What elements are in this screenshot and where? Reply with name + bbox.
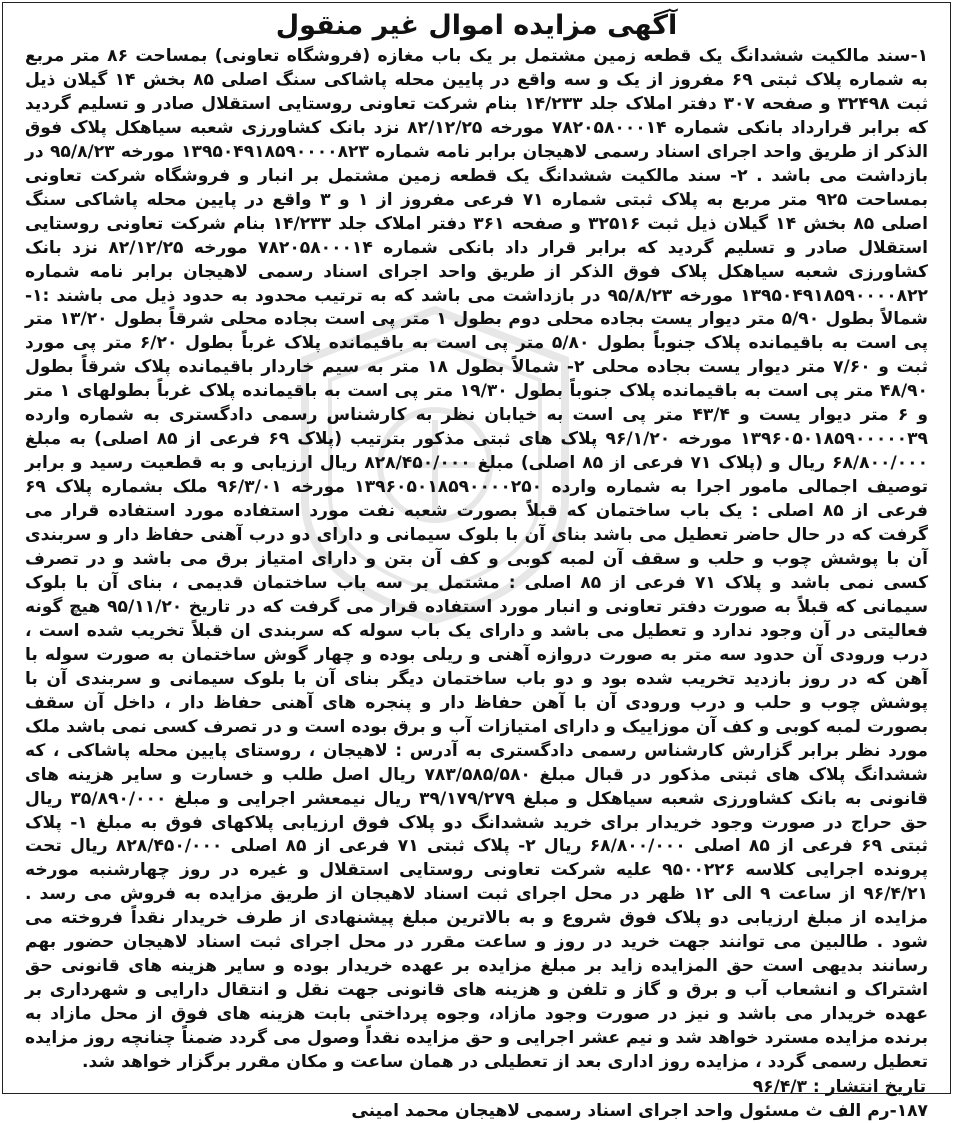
notice-frame bbox=[2, 2, 951, 1121]
notice-title: آگهی مزایده اموال غیر منقول bbox=[275, 10, 678, 41]
notice-body: ۱-سند مالکیت ششدانگ یک قطعه زمین مشتمل بر یک باب مغازه (فروشگاه تعاونی) بمساحت ۸۶ متر مربع به شماره پلاک ثبتی ۶۹ مفروز از یک و سه واقع در پایین محله پاشاکی سنگ اصلی ۸۵ بخش ۱۴ گیلان ذیل ثبت ۳۲۴۹۸ و صفحه ۳۰۷ دفتر املاک جلد ۱۴/۲۳۳ بنام شرکت تعاونی روستایی استقلال صادر و تسلیم گردید که برابر قرارداد بانکی شماره ۷۸۲۰۵۸۰۰۰۱۴ مورخه ۸۲/۱۲/۲۵ نزد بانک کشاورزی شعبه سیاهکل پلاک فوق الذکر از طریق واحد اجرای اسناد رسمی لاهیجان برابر نامه شماره ۱۳۹۵۰۴۹۱۸۵۹۰۰۰۰۸۲۳ مورخه ۹۵/۸/۲۳ در بازداشت می باشد . ۲- سند مالکیت ششدانگ یک قطعه زمین مشتمل بر انبار و فروشگاه شرکت تعاونی بمساحت ۹۲۵ متر مربع به پلاک ثبتی شماره ۷۱ فرعی مفروز از ۱ و ۳ واقع در پایین محله پاشاکی سنگ اصلی ۸۵ بخش ۱۴ گیلان ذیل ثبت ۳۲۵۱۶ و صفحه ۳۶۱ دفتر املاک جلد ۱۴/۲۳۳ بنام شرکت تعاونی روستایی استقلال صادر و تسلیم گردید که برابر قرار داد بانکی شماره ۷۸۲۰۵۸۰۰۰۱۴ مورخه ۸۲/۱۲/۲۵ نزد بانک کشاورزی شعبه سیاهکل پلاک فوق الذکر از طریق واحد اجرای اسناد رسمی لاهیجان برابر نامه شماره ۱۳۹۵۰۴۹۱۸۵۹۰۰۰۰۸۲۲ مورخه ۹۵/۸/۲۳ در بازداشت می باشد که به ترتیب محدود به حدود ذیل می باشند :۱- شمالاً بطول ۵/۹۰ متر دیوار یست بجاده محلی دوم بطول ۱ متر پی است بجاده محلی شرقاً بطول ۱۳/۲۰ متر پی است به باقیمانده پلاک جنوباً بطول ۵/۸۰ متر پی است به باقیمانده پلاک غرباً بطول ۶/۲۰ متر پی مورد ثبت و ۷/۶۰ متر دیوار یست بجاده محلی ۲- شمالاً بطول ۱۸ متر به سیم خاردار باقیمانده پلاک شرقاً بطول ۴۸/۹۰ متر پی است به باقیمانده پلاک جنوباً بطول ۱۹/۳۰ متر پی است به باقیمانده پلاک غرباً بطولهای ۱ متر و ۶ متر دیوار یست و ۴۳/۴ متر پی است به خیابان نظر به کارشناس رسمی دادگستری به شماره وارده ۱۳۹۶۰۵۰۱۸۵۹۰۰۰۰۰۳۹ مورخه ۹۶/۱/۲۰ پلاک های ثبتی مذکور بترتیب (پلاک ۶۹ فرعی از ۸۵ اصلی) به مبلغ ۶۸/۸۰۰/۰۰۰ ریال و (پلاک ۷۱ فرعی از ۸۵ اصلی) مبلغ ۸۲۸/۴۵۰/۰۰۰ ریال ارزیابی و به قطعیت رسید و برابر توصیف اجمالی مامور اجرا به شماره وارده ۱۳۹۶۰۵۰۱۸۵۹۰۰۰۰۲۵۰ مورخه ۹۶/۳/۰۱ ملک بشماره پلاک ۶۹ فرعی از ۸۵ اصلی : یک باب ساختمان که قبلاً بصورت شعبه نفت مورد استفاده مورد استفاده قرار می گرفت که در حال حاضر تعطیل می باشد بنای آن با بلوک سیمانی و دارای دو درب آهنی حفاظ دار و سربندی آن با پوشش چوب و حلب و سقف آن لمبه کوبی و کف آن بتن و دارای امتیاز برق می باشد و در تصرف کسی نمی باشد و پلاک ۷۱ فرعی از ۸۵ اصلی : مشتمل بر سه باب ساختمان قدیمی ، بنای آن با بلوک سیمانی که قبلاً به صورت دفتر تعاونی و انبار مورد استفاده قرار می گرفت که در تاریخ ۹۵/۱۱/۲۰ هیچ گونه فعالیتی در آن وجود ندارد و تعطیل می باشد و دارای یک باب سوله که سربندی ان قبلاً تخریب شده است ، درب ورودی آن حدود سه متر به صورت دروازه آهنی و ریلی بوده و چهار گوش ساختمان به صورت سوله با آهن که در روز بازدید تخریب شده بود و دو باب ساختمان دیگر بنای آن با بلوک سیمانی و سربندی آن با پوشش چوب و حلب و درب ورودی آن با آهن حفاظ دار و پنجره های آهنی حفاظ دار ، داخل آن سقف بصورت لمبه کوبی و کف آن موزاییک و دارای امتیازات آب و برق بوده است و در تصرف کسی نمی باشد ملک مورد نظر برابر گزارش کارشناس رسمی دادگستری به آدرس : لاهیجان ، روستای پایین محله پاشاکی ، که ششدانگ پلاک های ثبتی مذکور در قبال مبلغ ۷۸۳/۵۸۵/۵۸۰ ریال اصل طلب و خسارت و سایر هزینه های قانونی به بانک کشاورزی شعبه سیاهکل و مبلغ ۳۹/۱۷۹/۲۷۹ ریال نیمعشر اجرایی و مبلغ ۳۵/۸۹۰/۰۰۰ ریال حق حراج در صورت وجود خریدار برای خرید ششدانگ دو پلاک فوق ارزیابی پلاکهای فوق به مبلغ ۱- پلاک ثبتی ۶۹ فرعی از ۸۵ اصلی ۶۸/۸۰۰/۰۰۰ ریال ۲- پلاک ثبتی ۷۱ فرعی از ۸۵ اصلی ۸۲۸/۴۵۰/۰۰۰ ریال تحت پرونده اجرایی کلاسه ۹۵۰۰۲۲۶ علیه شرکت تعاونی روستایی استقلال و غیره در روز چهارشنبه مورخه ۹۶/۴/۲۱ از ساعت ۹ الی ۱۲ ظهر در محل اجرای ثبت اسناد لاهیجان از طریق مزایده به فروش می رسد . مزایده از مبلغ ارزیابی دو پلاک فوق شروع و به بالاترین مبلغ پیشنهادی از طرف خریدار نقداً فروخته می شود . طالبین می توانند جهت خرید در روز و ساعت مقرر در محل اجرای ثبت اسناد لاهیجان حضور بهم رسانند بدیهی است حق المزایده زاید بر مبلغ مزایده بر عهده خریدار بوده و سایر هزینه های قانونی حق اشتراک و انشعاب آب و برق و گاز و تلفن و هزینه های قانونی جهت نقل و انتقال دارایی و شهرداری بر عهده خریدار می باشد و نیز در صورت وجود مازاد، وجوه پرداختی بابت هزینه های فوق از محل مازاد به برنده مزایده مسترد خواهد شد و نیم عشر اجرایی و حق مزایده نقداً وصول می گردد ضمناً چنانچه روز مزایده تعطیل رسمی گردد ، مزایده روز اداری بعد از تعطیلی در همان ساعت و مکان مقرر برگزار خواهد شد. bbox=[25, 46, 929, 1073]
signature-line: ۱۸۷-رم الف ث مسئول واحد اجرای اسناد رسمی لاهیجان محمد امینی bbox=[351, 1100, 928, 1121]
notice-content bbox=[3, 3, 950, 1123]
publish-date: تاریخ انتشار : ۹۶/۴/۳ bbox=[752, 1076, 926, 1097]
